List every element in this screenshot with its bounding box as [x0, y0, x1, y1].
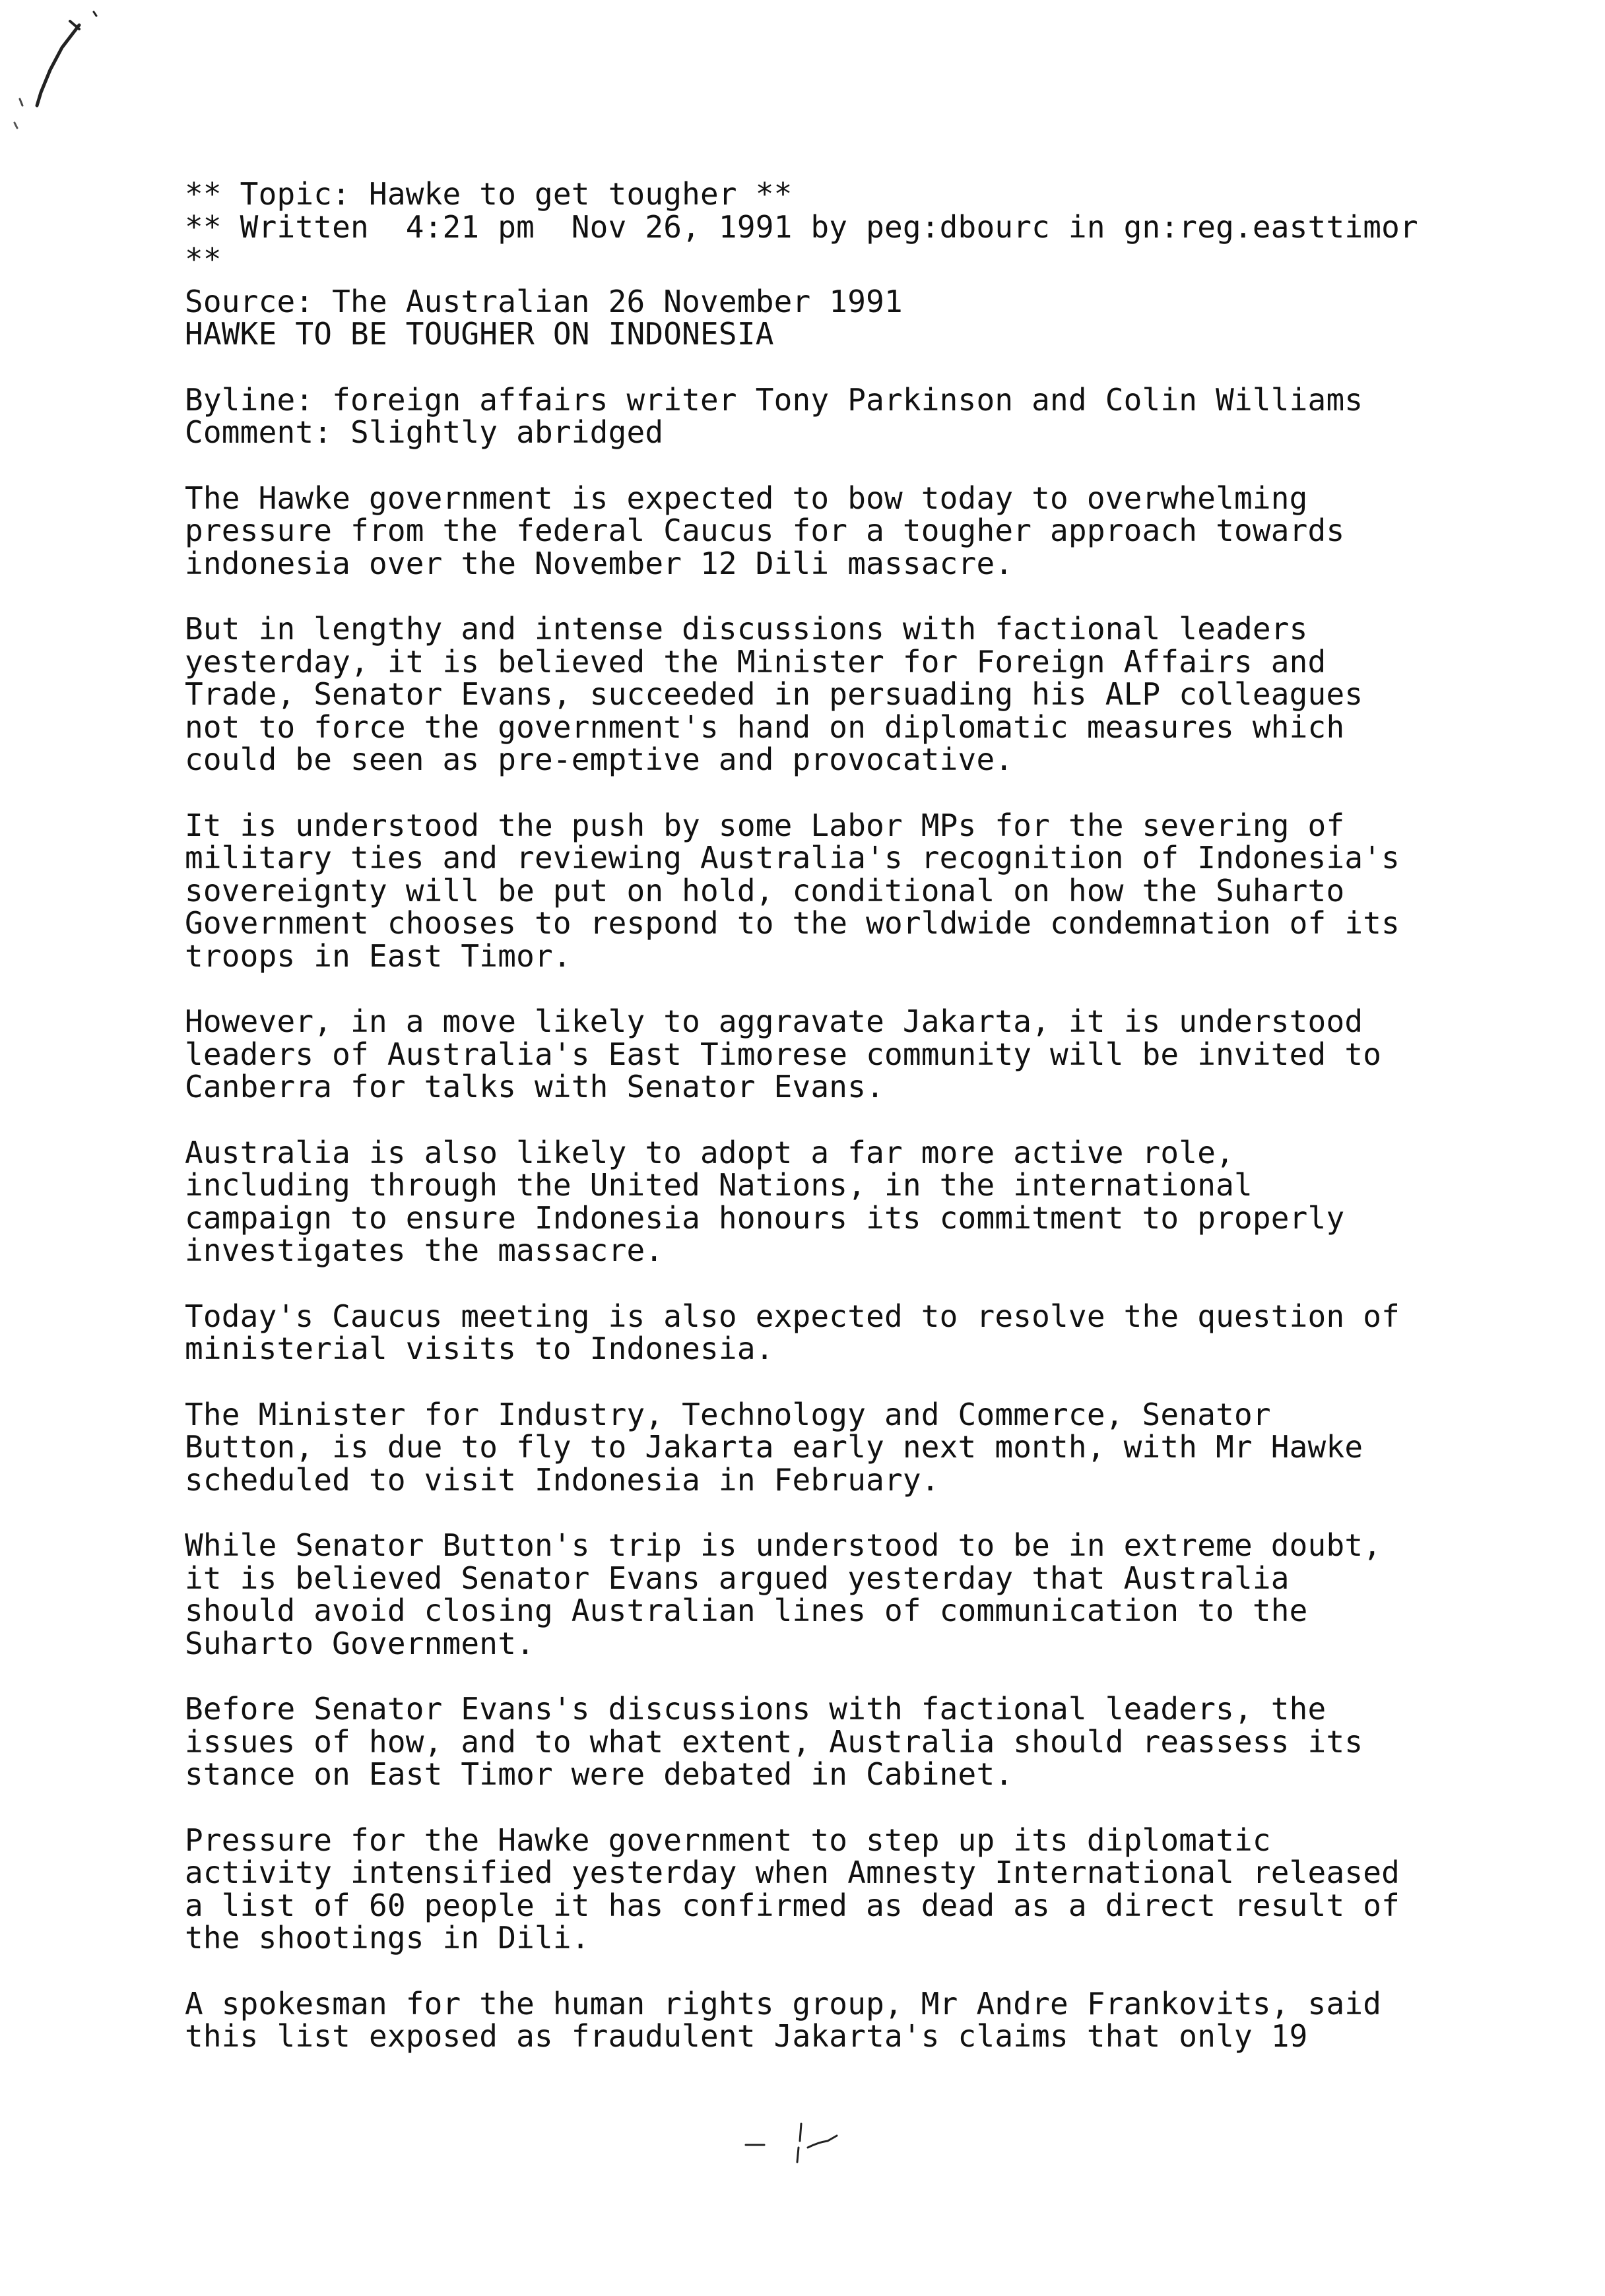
paragraph-line: activity intensified yesterday when Amnesty International released	[185, 1855, 1400, 1890]
message-header	[185, 178, 1505, 276]
header-line: ** Written 4:21 pm Nov 26, 1991 by peg:dbourc in gn:reg.easttimor	[185, 208, 1418, 245]
paragraph-line: Canberra for talks with Senator Evans.	[185, 1069, 884, 1104]
paragraph-line: yesterday, it is believed the Minister for Foreign Affairs and	[185, 643, 1327, 680]
corner-pen-mark	[7, 7, 99, 139]
paragraph-line: could be seen as pre-emptive and provocative.	[185, 742, 1014, 777]
paragraph	[185, 1300, 1505, 1366]
paragraph	[185, 482, 1505, 581]
paragraph	[185, 1985, 1505, 2054]
paragraph-line: not to force the government's hand on diplomatic measures which	[185, 709, 1345, 745]
byline-line: Byline: foreign affairs writer Tony Parkinson and Colin Williams	[185, 381, 1363, 418]
paragraph-line: scheduled to visit Indonesia in February.	[185, 1461, 940, 1498]
paragraph	[185, 1824, 1505, 1955]
paragraph	[185, 1396, 1505, 1498]
comment-line: Comment: Slightly abridged	[185, 414, 664, 450]
paragraph-line: leaders of Australia's East Timorese community will be invited to	[185, 1036, 1382, 1072]
paragraph-line: Today's Caucus meeting is also expected to resolve the question of	[185, 1298, 1400, 1334]
paragraph-line: this list exposed as fraudulent Jakarta's claims that only 19	[185, 2018, 1308, 2054]
paragraph-line: Trade, Senator Evans, succeeded in persuading his ALP colleagues	[185, 676, 1363, 712]
source-line: Source: The Australian 26 November 1991	[185, 283, 903, 319]
paragraph-line: Government chooses to respond to the worldwide condemnation of its	[185, 905, 1400, 941]
header-line: ** Topic: Hawke to get tougher **	[185, 176, 793, 212]
paragraph-line: A spokesman for the human rights group, Mr Andre Frankovits, said	[185, 1985, 1382, 2022]
paragraph-line: including through the United Nations, in the international	[185, 1167, 1253, 1203]
paragraph-line: issues of how, and to what extent, Australia should reassess its	[185, 1723, 1363, 1760]
paragraph-line: troops in East Timor.	[185, 938, 572, 974]
paragraph	[185, 1529, 1505, 1660]
paragraph-line: indonesia over the November 12 Dili massacre.	[185, 545, 1014, 581]
page-number-mark	[739, 2121, 865, 2167]
paragraph	[185, 1693, 1505, 1791]
paragraph-line: pressure from the federal Caucus for a tougher approach towards	[185, 513, 1345, 548]
paragraph-line: a list of 60 people it has confirmed as dead as a direct result of	[185, 1887, 1400, 1923]
paragraph-line: While Senator Button's trip is understood to be in extreme doubt,	[185, 1527, 1382, 1563]
paragraph	[185, 1134, 1505, 1268]
paragraph-line: stance on East Timor were debated in Cabinet.	[185, 1756, 1014, 1792]
paragraph	[185, 1005, 1505, 1104]
byline-block	[185, 381, 1505, 450]
paragraph-line: Before Senator Evans's discussions with factional leaders, the	[185, 1691, 1327, 1727]
paragraph-line: But in lengthy and intense discussions with factional leaders	[185, 611, 1308, 647]
paragraph-line: Button, is due to fly to Jakarta early next month, with Mr Hawke	[185, 1429, 1363, 1465]
paragraph-line: military ties and reviewing Australia's recognition of Indonesia's	[185, 840, 1400, 876]
paragraph-line: investigates the massacre.	[185, 1232, 664, 1268]
paragraph-line: The Minister for Industry, Technology and Commerce, Senator	[185, 1396, 1271, 1432]
paragraph	[185, 807, 1505, 974]
paragraph-line: campaign to ensure Indonesia honours its commitment to properly	[185, 1199, 1345, 1236]
document-body	[185, 178, 1505, 2086]
paragraph-line: the shootings in Dili.	[185, 1920, 590, 1956]
paragraph-line: ministerial visits to Indonesia.	[185, 1331, 774, 1366]
paragraph-line: it is believed Senator Evans argued yesterday that Australia	[185, 1560, 1290, 1596]
paragraph-line: sovereignty will be put on hold, conditional on how the Suharto	[185, 872, 1345, 909]
header-line: **	[185, 241, 222, 277]
paragraph-line: should avoid closing Australian lines of communication to the	[185, 1593, 1308, 1628]
paragraph-line: Australia is also likely to adopt a far more active role,	[185, 1134, 1234, 1170]
paragraph-line: The Hawke government is expected to bow today to overwhelming	[185, 480, 1308, 516]
headline: HAWKE TO BE TOUGHER ON INDONESIA	[185, 316, 774, 352]
paragraph-line: Pressure for the Hawke government to step up its diplomatic	[185, 1822, 1271, 1858]
paragraph-line: Suharto Government.	[185, 1625, 535, 1661]
source-block	[185, 283, 1505, 352]
paragraph-line: However, in a move likely to aggravate Jakarta, it is understood	[185, 1004, 1363, 1039]
paragraph-line: It is understood the push by some Labor MPs for the severing of	[185, 807, 1345, 843]
paragraph	[185, 613, 1505, 777]
